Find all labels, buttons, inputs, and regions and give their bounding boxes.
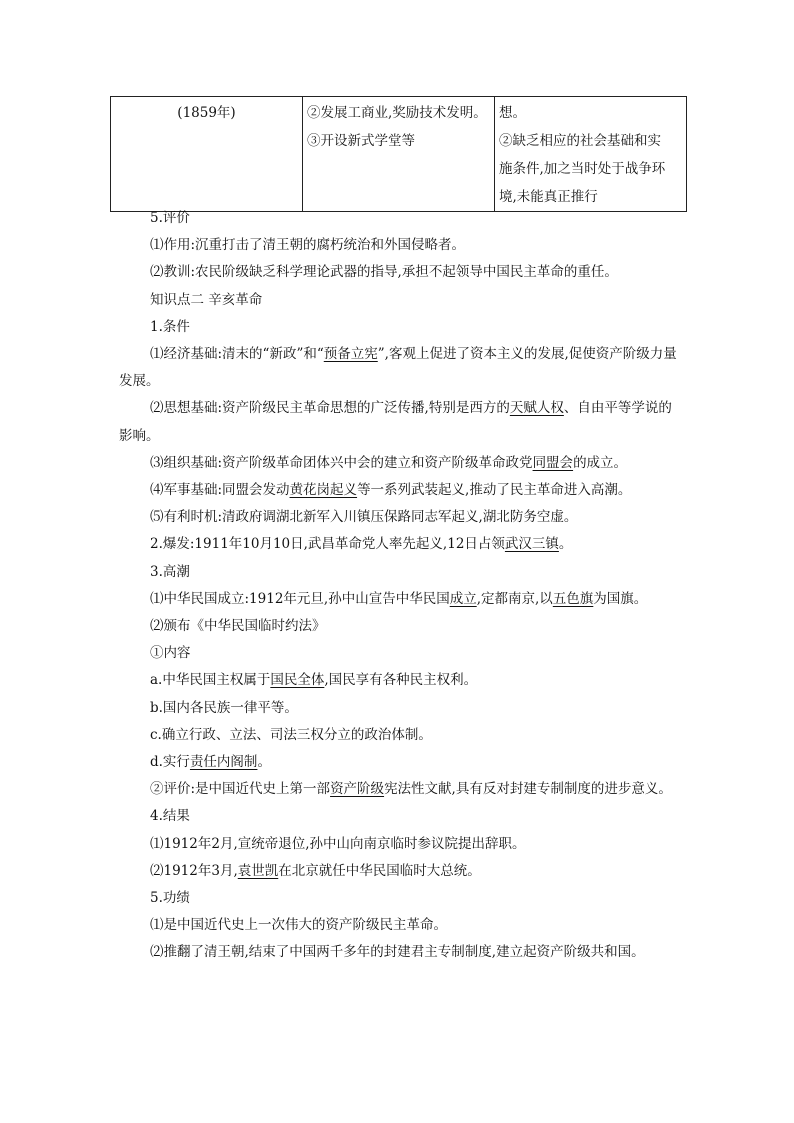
section-heading: 1.条件: [150, 318, 190, 335]
table-cell-year: [111, 97, 303, 212]
paragraph: ⑸有利时机:清政府调湖北新军入川镇压保路同志军起义,湖北防务空虚。: [150, 509, 578, 526]
list-item: a.中华民国主权属于国民全体,国民享有各种民主权利。: [150, 672, 478, 689]
paragraph: ⑴是中国近代史上一次伟大的资产阶级民主革命。: [150, 917, 447, 934]
section-heading: 5.评价: [150, 210, 190, 226]
paragraph: ②评价:是中国近代史上第一部资产阶级宪法性文献,具有反对封建专制制度的进步意义。: [150, 781, 672, 798]
section-heading: 3.高潮: [150, 563, 190, 580]
paragraph: ⑴作用:沉重打击了清王朝的腐朽统治和外国侵略者。: [150, 237, 466, 254]
evaluation-line: 施条件,加之当时处于战争环: [499, 161, 666, 177]
paragraph: ⑵教训:农民阶级缺乏科学理论武器的指导,承担不起领导中国民主革命的重任。: [150, 264, 618, 281]
paragraph: ⑵思想基础:资产阶级民主革命思想的广泛传播,特别是西方的天赋人权、自由平等学说的影响。: [119, 400, 672, 444]
underlined-term: 成立: [449, 590, 477, 607]
paragraph: ⑴中华民国成立:1912年元旦,孙中山宣告中华民国成立,定都南京,以五色旗为国旗。: [150, 590, 648, 607]
underlined-term: 预备立宪: [323, 346, 378, 363]
measure-line: ②发展工商业,奖励技术发明。: [307, 105, 487, 121]
table-cell-evaluation: [495, 97, 687, 212]
body-text: [119, 205, 685, 967]
underlined-term: 五色旗: [552, 590, 594, 607]
paragraph: ⑵1912年3月,袁世凯在北京就任中华民国临时大总统。: [150, 862, 481, 879]
evaluation-line: 想。: [499, 105, 526, 121]
evaluation-line: ②缺乏相应的社会基础和实: [499, 133, 661, 149]
underlined-term: 黄花岗起义: [289, 482, 358, 499]
paragraph: ⑵推翻了清王朝,结束了中国两千多年的封建君主专制制度,建立起资产阶级共和国。: [150, 944, 645, 961]
underlined-term: 国民全体: [270, 672, 325, 689]
underlined-term: 同盟会: [532, 454, 574, 471]
evaluation-line: 境,未能真正推行: [499, 189, 598, 205]
list-item: d.实行责任内阁制。: [150, 754, 271, 771]
continued-table: [110, 96, 687, 212]
section-heading: 4.结果: [150, 808, 190, 825]
underlined-term: 资产阶级: [330, 781, 385, 798]
paragraph: ⑵颁布《中华民国临时约法》: [150, 618, 326, 635]
underlined-term: 责任内阁制: [189, 754, 258, 771]
paragraph: ⑶组织基础:资产阶级革命团体兴中会的建立和资产阶级革命政党同盟会的成立。: [150, 454, 628, 471]
paragraph: ⑴1912年2月,宣统帝退位,孙中山向南京临时参议院提出辞职。: [150, 835, 526, 852]
underlined-term: 武汉三镇: [504, 536, 559, 553]
paragraph: ⑴经济基础:清末的“新政”和“预备立宪”,客观上促进了资本主义的发展,促使资产阶级力量发展。: [119, 346, 677, 390]
paragraph: ⑷军事基础:同盟会发动黄花岗起义等一系列武装起义,推动了民主革命进入高潮。: [150, 482, 632, 499]
table-row: [111, 97, 687, 212]
underlined-term: 袁世凯: [237, 862, 279, 879]
underlined-term: 天赋人权: [509, 400, 564, 417]
measure-line: ③开设新式学堂等: [307, 133, 415, 149]
knowledge-point-title: 知识点二 辛亥革命: [150, 291, 263, 308]
paragraph: 2.爆发:1911年10月10日,武昌革命党人率先起义,12日占领武汉三镇。: [150, 536, 573, 553]
list-item: c.确立行政、立法、司法三权分立的政治体制。: [150, 726, 432, 743]
list-item: b.国内各民族一律平等。: [150, 699, 298, 716]
section-heading: 5.功绩: [150, 890, 190, 907]
year-text: (1859年): [177, 105, 236, 121]
table-cell-measures: [303, 97, 495, 212]
paragraph: ①内容: [150, 645, 191, 662]
